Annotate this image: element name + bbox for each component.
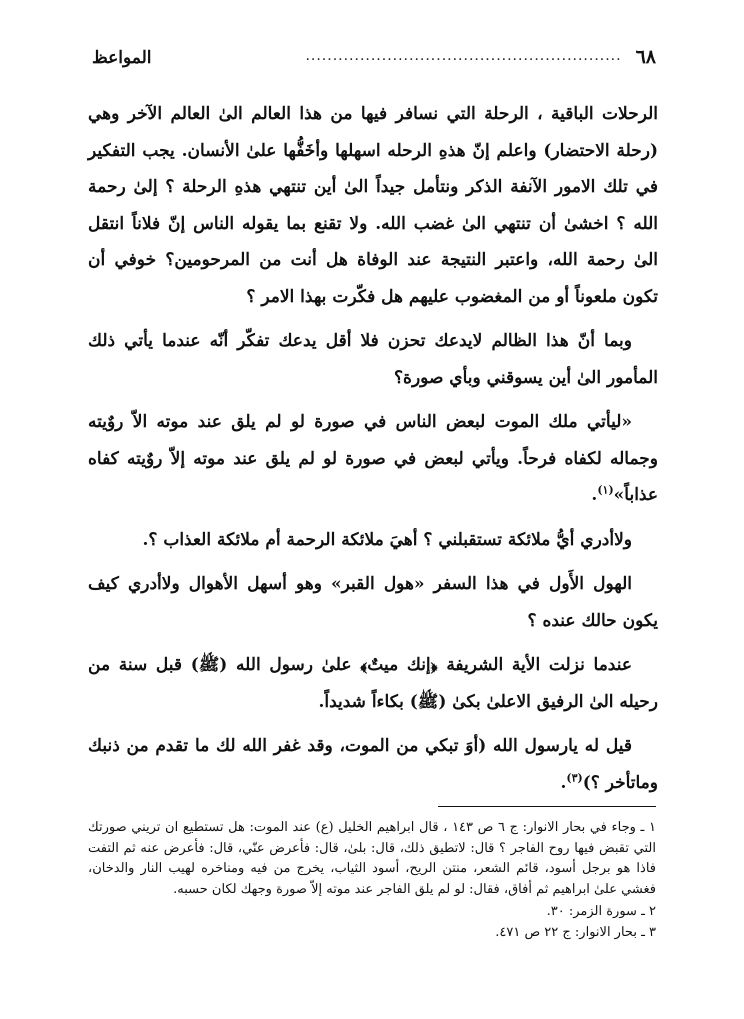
- question-text: قيل له يارسول الله (أوَ تبكي من الموت، وقد غفر الله لك ما تقدم من ذنبك وماتأخر ؟): [88, 736, 658, 793]
- footnote-3: ٣ ـ بحار الانوار: ج ٢٢ ص ٤٧١.: [495, 924, 656, 940]
- paragraph-5: الهول الأَول في هذا السفر «هول القبر» وهو أسهل الأهوال ولاأدري كيف يكون حالك عنده ؟: [88, 574, 658, 631]
- page-header: [92, 38, 656, 68]
- footnote-2: ٢ ـ سورة الزمر: ٣٠.: [546, 904, 656, 919]
- running-title: المواعظ: [92, 48, 152, 68]
- paragraph-1: الرحلات الباقية ، الرحلة التي نسافر فيها من هذا العالم الىٰ العالم الآخر وهي (رحلة الاحتضار) واعلم إنّ هذهِ الرحله اسهلها وأخَفُّها علىٰ الأنسان. يجب التفكير في تلك الامور الآنفة الذكر ونتأمل جيداً الىٰ أين تنتهي هذهِ الرحلة ؟ إلىٰ رحمة الله ؟ اخشىٰ أن تنتهي الىٰ غضب الله. ولا تقنع بما يقوله الناس إنّ فلاناً انتقل الىٰ رحمة الله، واعتبر النتيجة عند الوفاة هل أنت من المرحومين؟ خوفي أن تكون ملعوناً أو من المغضوب عليهم هل فكّرت بهذا الامر ؟: [88, 104, 658, 307]
- period-mark-2: .: [560, 772, 567, 793]
- paragraph-2: وبما أنّ هذا الظالم لايدعك تحزن فلا أقل يدعك تفكّر أنّه عندما يأتي ذلك المأمور الىٰ أين يسوقني وبأي صورة؟: [88, 331, 658, 388]
- paragraph-3: [88, 404, 658, 514]
- footnote-marker-3: (٣): [566, 770, 583, 784]
- hadith-quote: «ليأتي ملك الموت لبعض الناس في صورة لو لم يلق عند موته الاّ روٌيته وجماله لكفاه فرحاً. ويأتي لبعض في صورة لو لم يلق عند موته إلاّ روٌيته كفاه عذاباً»: [88, 412, 658, 505]
- period-mark: .: [591, 485, 598, 505]
- paragraph-4: ولاأدري أيُّ ملائكة تستقبلني ؟ أهيَ ملائكة الرحمة أم ملائكة العذاب ؟.: [142, 529, 632, 550]
- footnote-separator: [438, 806, 656, 807]
- footnote-1: ١ ـ وجاء في بحار الانوار: ج ٦ ص ١٤٣ ، قال ابراهيم الخليل (ع) عند الموت: هل تستطيع ان تريني صورتك التي تقبض فيها روح الفاجر ؟ قال: لاتطيق ذلك، قال: بلىٰ، قال: فأعرض عنّي، قال: فأعرض عنه ثم التفت فاذا هو برجل أسود، قائم الشعر، منتن الريح، أسود الثياب، يخرج من فيه ومناخره لهيب النار والدخان، فغشي علىٰ ابراهيم ثم أفاق، فقال: لو لم يلق الفاجر عند موته إلاّ صورة وجهك لكان حسبه.: [88, 820, 656, 897]
- footnote-marker-1: (١): [597, 483, 614, 497]
- main-text: [88, 96, 658, 809]
- footnotes: [88, 818, 656, 943]
- header-leader-dots: ..........................................................: [305, 48, 622, 64]
- page-number: ٦٨: [635, 46, 656, 68]
- paragraph-7: [88, 728, 658, 801]
- paragraph-6: عندما نزلت الأية الشريفة ﴿إنك ميتٌ﴾ علىٰ رسول الله (ﷺ) قبل سنة من رحيله الىٰ الرفيق الاعلىٰ بكىٰ (ﷺ) بكاءاً شديداً.: [88, 655, 658, 712]
